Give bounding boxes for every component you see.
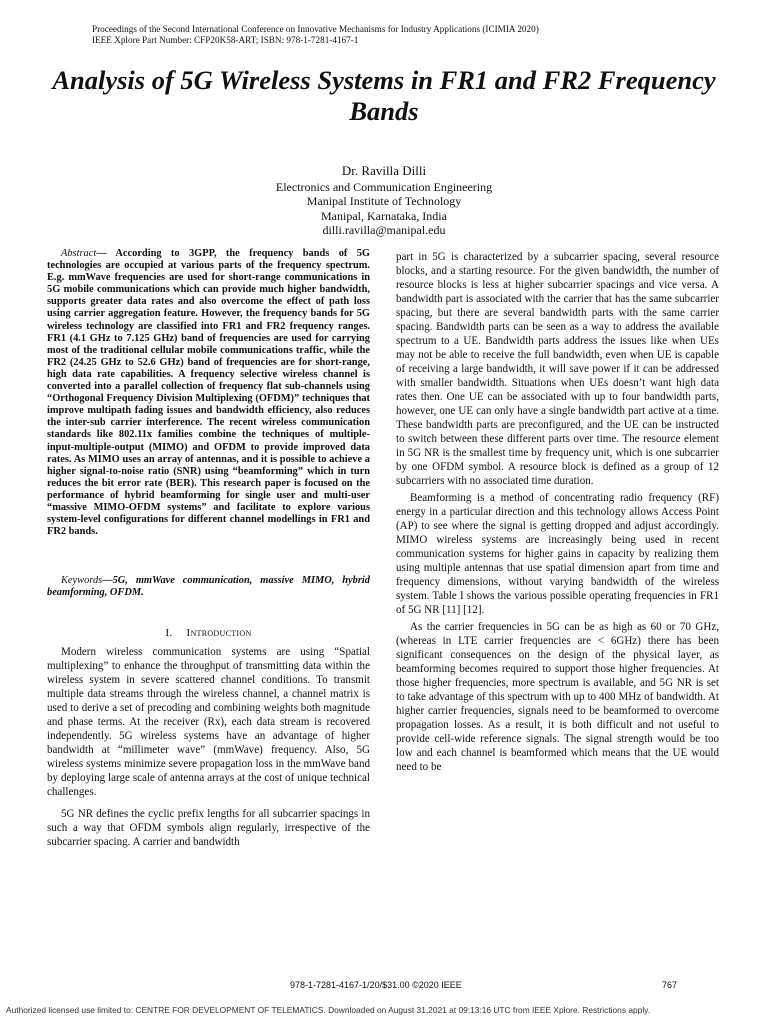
author-name: Dr. Ravilla Dilli [341,163,427,178]
author-dept: Electronics and Communication Engineering [275,180,493,194]
author-location: Manipal, Karnataka, India [321,208,447,223]
abstract [47,248,370,538]
section-title: Introduction [186,627,252,640]
abstract-text: — According to 3GPP, the frequency bands of 5G technologies are occupied at various parts of the frequency spectrum. E.g. mmWave frequencies are used for short-range communications in 5G mobile communications which can provide much higher bandwidth, supports greater data rates and also overcome the effect of path loss using carrier aggregation feature. However, the frequency bands for 5G wireless technology are classified into FR1 and FR2 frequency ranges. FR1 (4.1 GHz to 7.125 GHz) band of frequencies are used for carrying most of the traditional cellular mobile communications traffic, while the FR2 (24.25 GHz to 52.6 GHz) band of frequencies are for short-range, high data rate capabilities. A frequency selective wireless channel is converted into a parallel collection of frequency flat sub-channels using “Orthogonal Frequency Division Multiplexing (OFDM)” techniques that improve multipath fading issues and bandwidth efficiency, also reduces the inter-sub carrier interference. The recent wireless communication standards like 802.11x families combine the techniques of multiple-input-multiple-output (MIMO) and OFDM to provide improved data rates. As MIMO uses an array of antennas, and it is possible to achieve a higher signal-to-noise ratio (SNR) using “beamforming” which in turn reduces the bit error rate (BER). This research paper is focused on the performance of hybrid beamforming for single user and multi-user “massive MIMO-OFDM systems” and facilitate to explore various system-level configurations for different channel modellings in FR1 and FR2 bands. [47,248,370,538]
body-paragraph: Modern wireless communication systems are using “Spatial multiplexing” to enhance the throughput of transmitting data within the wireless system in severe scattered channel conditions. To transmit multiple data streams through the wireless channel, a channel matrix is used to derive a set of precoding and combining weights both magnitude and phase terms. At the receiver (Rx), each data stream is recovered independently. 5G wireless systems have an advantage of higher bandwidth at “millimeter wave” (mmWave) frequency. Also, 5G wireless systems minimize severe propagation loss in the mmWave band by deploying large scale of antenna arrays at the cost of unique technical challenges. [47,646,370,799]
keywords-lead: Keywords [61,575,103,587]
keywords [47,575,370,599]
body-paragraph: 5G NR defines the cyclic prefix lengths for all subcarrier spacings in such a way that OFDM symbols align regularly, irrespective of the subcarrier spacing. A carrier and bandwidth [47,808,370,849]
abstract-lead: Abstract [61,248,97,259]
conference-header [92,24,692,46]
header-line-1: Proceedings of the Second International Conference on Innovative Mechanisms for Industry Applications (ICIMIA 2020) [92,24,539,34]
copyright-line: 978-1-7281-4167-1/20/$31.00 ©2020 IEEE [290,980,462,990]
left-column [47,248,370,849]
author-email[interactable]: dilli.ravilla@manipal.edu [322,222,446,237]
author-institute: Manipal Institute of Technology [306,194,462,209]
license-notice: Authorized licensed use limited to: CENTRE FOR DEVELOPMENT OF TELEMATICS. Downloaded on August 31,2021 at 09:13:16 UTC from IEEE Xplore. Restrictions apply. [6,1005,651,1015]
header-line-2: IEEE Xplore Part Number: CFP20K58-ART; ISBN: 978-1-7281-4167-1 [92,35,359,45]
section-heading-introduction [47,626,370,640]
body-paragraph: Beamforming is a method of concentrating radio frequency (RF) energy in a particular direction and this technology allows Access Point (AP) to see where the signal is getting dropped and adjust accordingly. MIMO wireless systems are increasingly being used in recent communication systems for higher gains in capacity by realizing them using multiple antennas that use spatial dimension apart from time and frequency dimensions, without varying bandwidth of the wireless system. Table I shows the various possible operating frequencies in FR1 of 5G NR [11] [12]. [396,492,719,616]
section-number: I. [165,627,173,640]
paper-title: Analysis of 5G Wireless Systems in FR1 and FR2 Frequency Bands [52,65,716,126]
keywords-text: —5G, mmWave communication, massive MIMO, hybrid beamforming, OFDM. [47,575,370,599]
body-paragraph: As the carrier frequencies in 5G can be as high as 60 or 70 GHz, (whereas in LTE carrier frequencies are < 6GHz) there has been significant consequences on the design of the physical layer, as beamforming becomes required to support those higher frequencies. At those higher frequencies, more spectrum is available, and 5G NR is set to take advantage of this spectrum with up to 400 MHz of bandwidth. At higher carrier frequencies, signals need to be beamformed to overcome propagation losses. As a result, it is both difficult and not useful to provide cell-wide reference signals. The signal strength would be too low and each channel is beamformed which means that the UE would need to be [396,621,719,773]
body-paragraph: part in 5G is characterized by a subcarrier spacing, several resource blocks, and a starting resource. For the given bandwidth, the number of resource blocks is less at higher subcarrier spacings and vice versa. A bandwidth part is associated with the carrier that has the same subcarrier spacing, but there are several bandwidth parts with the same carrier spacing. Bandwidth parts can be seen as a way to address the available spectrum to a UE. Bandwidth parts address the issues like when UEs may not be able to receive the full bandwidth, even when UE is capable of receiving a large bandwidth, it will save power if it can be addressed with smaller bandwidth. Situations when UEs doesn’t want high data rates then. One UE can be associated with up to four bandwidth parts, however, one UE can only have a single bandwidth part active at a time. These bandwidth parts are preconfigured, and the UE can be instructed to switch between these different parts over time. The resource element in 5G NR is the smallest time by frequency unit, which is one subcarrier by one OFDM symbol. A resource block is defined as a group of 12 subcarriers with no associated time duration. [396,251,719,487]
right-column [396,250,719,774]
page-number: 767 [662,980,678,990]
author-block [200,163,568,237]
